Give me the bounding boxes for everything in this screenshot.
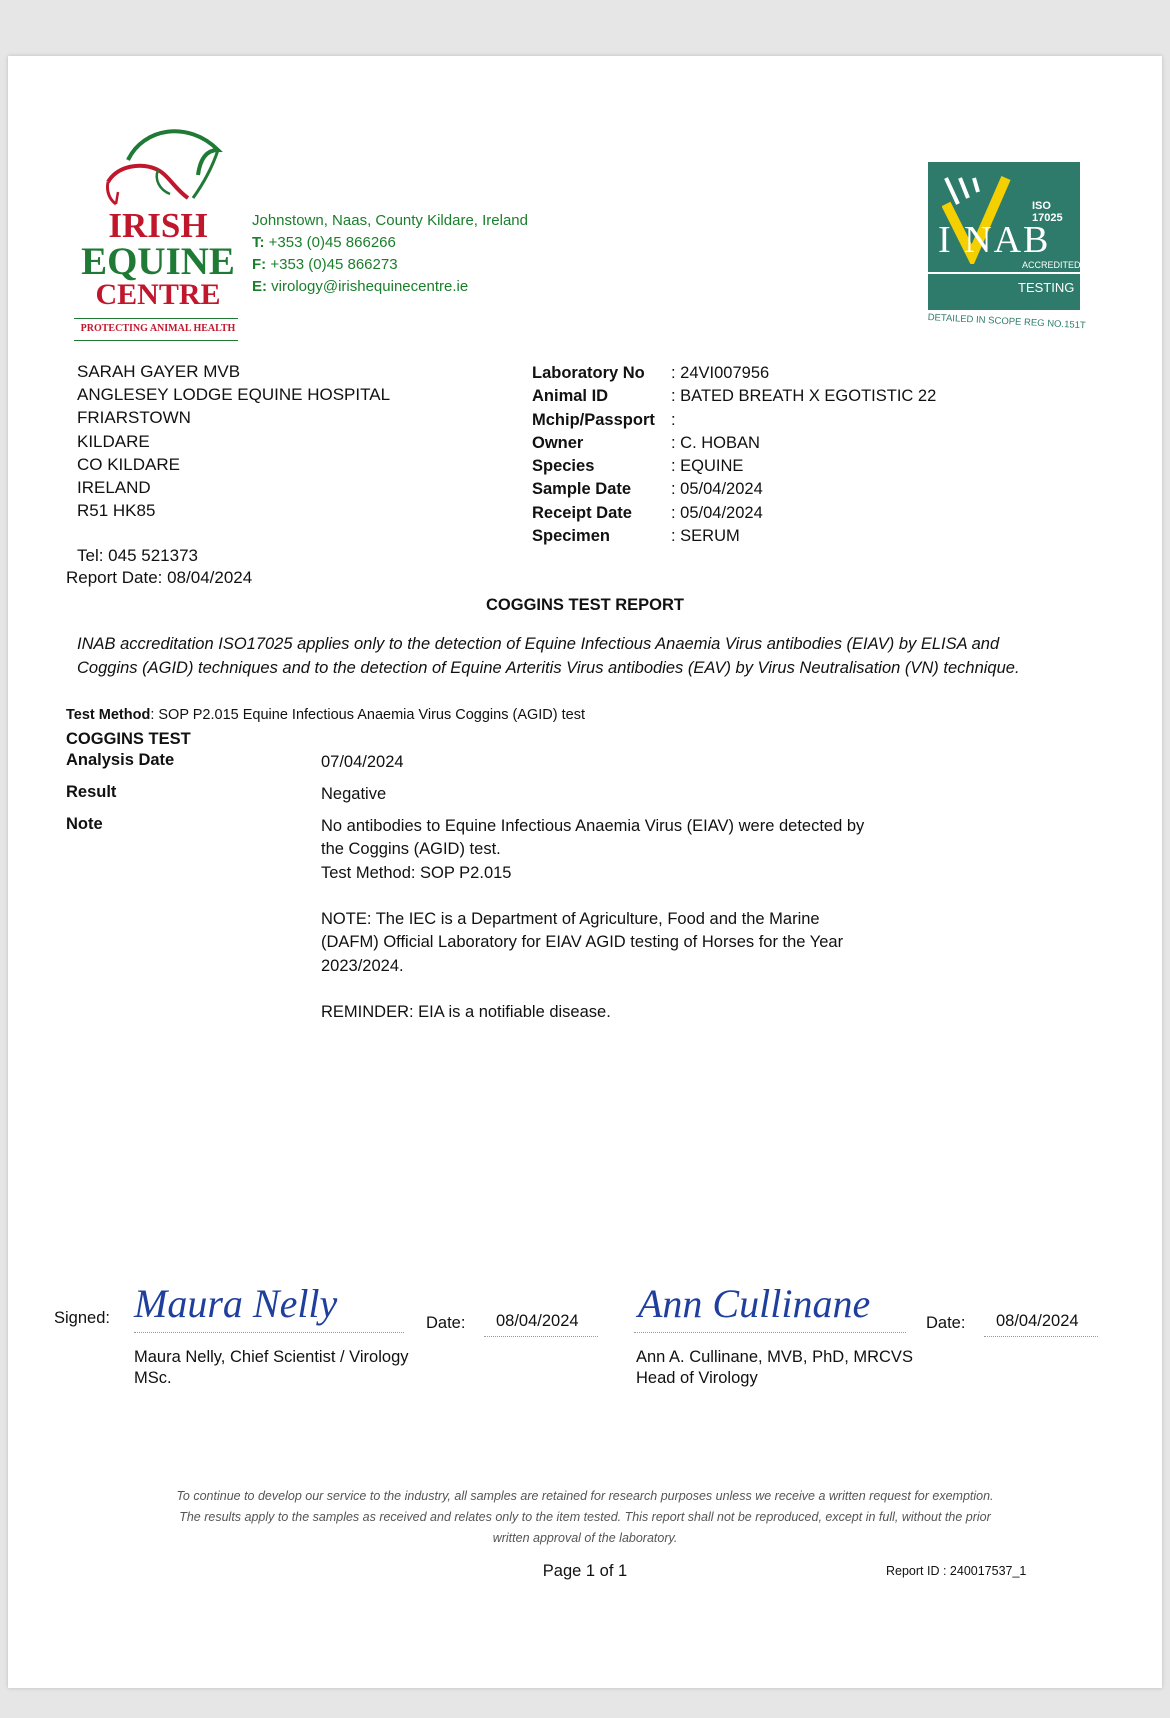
inab-accreditation-badge bbox=[927, 162, 1086, 332]
footer-line: written approval of the laboratory. bbox=[492, 1531, 678, 1545]
inab-scope: DETAILED IN SCOPE REG NO.151T bbox=[927, 312, 1086, 332]
lab-info-label: Mchip/Passport bbox=[532, 410, 655, 429]
date-label-1: Date: bbox=[426, 1314, 466, 1332]
address-line: R51 HK85 bbox=[77, 501, 156, 521]
note-line: No antibodies to Equine Infectious Anaemia Virus (EIAV) were detected by bbox=[321, 817, 865, 835]
contact-block bbox=[252, 210, 528, 298]
lab-info-value: : 05/04/2024 bbox=[671, 480, 763, 499]
signer2-name: Ann A. Cullinane, MVB, PhD, MRCVS bbox=[636, 1348, 913, 1366]
logo-line-centre: CENTRE bbox=[95, 278, 221, 311]
lab-info-row bbox=[532, 525, 936, 548]
date-value-1: 08/04/2024 bbox=[496, 1312, 579, 1330]
inab-accredited: ACCREDITED bbox=[1022, 260, 1081, 270]
lab-info-value: : 24VI007956 bbox=[671, 364, 770, 382]
signer1-block bbox=[134, 1347, 409, 1389]
tel-line: Tel: 045 521373 bbox=[77, 546, 198, 565]
footer-line: The results apply to the samples as received and relates only to the item tested. This report shall not be reproduced, except in full, without the prior bbox=[179, 1510, 991, 1524]
address-line: SARAH GAYER MVB bbox=[77, 362, 241, 381]
signed-label: Signed: bbox=[54, 1309, 110, 1327]
lab-info-value: : SERUM bbox=[671, 527, 740, 546]
lab-info-label: Sample Date bbox=[532, 480, 632, 499]
result-label: Result bbox=[66, 783, 117, 801]
note-text bbox=[321, 815, 881, 1048]
lab-info-block bbox=[532, 362, 936, 548]
address-line: FRIARSTOWN bbox=[77, 408, 191, 428]
logo-line-equine: EQUINE bbox=[81, 240, 235, 283]
inab-testing: TESTING bbox=[1018, 280, 1075, 295]
footer-line: To continue to develop our service to the industry, all samples are retained for research purposes unless we receive a written request for exemption. bbox=[176, 1489, 994, 1503]
date-value-2: 08/04/2024 bbox=[996, 1312, 1079, 1330]
phone-value: +353 (0)45 866266 bbox=[268, 234, 396, 251]
lab-info-label: Animal ID bbox=[532, 387, 609, 406]
test-method-value: : SOP P2.015 Equine Infectious Anaemia Virus Coggins (AGID) test bbox=[150, 707, 586, 723]
date-line-2 bbox=[984, 1336, 1098, 1337]
address-line: KILDARE bbox=[77, 431, 150, 451]
contact-address: Johnstown, Naas, County Kildare, Ireland bbox=[252, 212, 528, 229]
lab-info-row bbox=[532, 409, 936, 432]
lab-info-label: Species bbox=[532, 457, 595, 476]
lab-info-value: : 05/04/2024 bbox=[671, 503, 763, 522]
logo-line-irish: IRISH bbox=[108, 206, 208, 245]
note-line: Test Method: SOP P2.015 bbox=[321, 863, 512, 882]
lab-info-label: Specimen bbox=[532, 527, 610, 546]
inab-divider bbox=[928, 272, 1080, 274]
footer-disclaimer bbox=[8, 1486, 1162, 1549]
lab-info-row bbox=[532, 385, 936, 408]
report-id: Report ID : 240017537_1 bbox=[886, 1564, 1027, 1578]
fax-value: +353 (0)45 866273 bbox=[270, 256, 398, 273]
date-line-1 bbox=[484, 1336, 598, 1337]
logo-tagline: PROTECTING ANIMAL HEALTH bbox=[80, 323, 236, 334]
fax-label: F: bbox=[252, 256, 267, 273]
analysis-date-value: 07/04/2024 bbox=[321, 753, 404, 771]
note-line: the Coggins (AGID) test. bbox=[321, 840, 501, 859]
note-label: Note bbox=[66, 815, 103, 833]
report-title: COGGINS TEST REPORT bbox=[485, 596, 685, 614]
signer2-block bbox=[636, 1347, 913, 1389]
section-heading: COGGINS TEST bbox=[66, 730, 191, 748]
signer2-title: Head of Virology bbox=[636, 1369, 758, 1387]
page-number: Page 1 of 1 bbox=[542, 1562, 628, 1580]
logo-divider-bottom bbox=[74, 340, 238, 341]
note-dafm: NOTE: The IEC is a Department of Agriculture, Food and the Marine (DAFM) Official Laboratory for EIAV AGID testing of Horses for the Year 2023/2024. bbox=[321, 910, 844, 975]
report-date: Report Date: 08/04/2024 bbox=[66, 568, 253, 587]
signature-line-1 bbox=[134, 1332, 404, 1333]
test-method-label: Test Method bbox=[66, 707, 151, 723]
date-label-2: Date: bbox=[926, 1314, 966, 1332]
inab-name: I NAB bbox=[938, 219, 1051, 261]
analysis-date-label: Analysis Date bbox=[66, 751, 175, 769]
email-value[interactable]: virology@irishequinecentre.ie bbox=[271, 278, 469, 295]
irish-equine-centre-logo bbox=[68, 120, 248, 400]
signature-line-2 bbox=[634, 1332, 906, 1333]
lab-info-label: Laboratory No bbox=[532, 364, 645, 382]
lab-info-value: : EQUINE bbox=[671, 457, 744, 476]
address-line: CO KILDARE bbox=[77, 454, 180, 474]
email-label: E: bbox=[252, 278, 267, 295]
logo-divider bbox=[74, 318, 238, 319]
lab-info-value: : bbox=[671, 410, 676, 429]
lab-info-row bbox=[532, 502, 936, 525]
signer1-name: Maura Nelly, Chief Scientist / Virology bbox=[134, 1348, 409, 1366]
lab-info-row bbox=[532, 362, 936, 385]
lab-info-label: Receipt Date bbox=[532, 503, 632, 522]
inab-iso: ISO 17025 bbox=[1032, 200, 1063, 224]
report-page bbox=[8, 56, 1162, 1688]
lab-info-row bbox=[532, 455, 936, 478]
accreditation-disclaimer: INAB accreditation ISO17025 applies only to the detection of Equine Infectious Anaemia Virus antibodies (EIAV) by ELISA and Coggins (AGID) techniques and to the detection of Equine Arteritis Virus antibodies (EAV) by Virus Neutralisation (VN) technique. bbox=[77, 635, 1020, 677]
lab-info-row bbox=[532, 478, 936, 501]
lab-info-value: : BATED BREATH X EGOTISTIC 22 bbox=[671, 387, 937, 406]
horse-head-logo-icon bbox=[88, 120, 238, 220]
address-line: IRELAND bbox=[77, 478, 151, 498]
lab-info-row bbox=[532, 432, 936, 455]
addressee-block bbox=[77, 360, 390, 522]
signer1-credential: MSc. bbox=[134, 1369, 172, 1387]
signature-cullinane: Ann Cullinane bbox=[638, 1281, 871, 1326]
test-method-line bbox=[66, 707, 585, 723]
note-reminder: REMINDER: EIA is a notifiable disease. bbox=[321, 1003, 611, 1022]
lab-info-value: : C. HOBAN bbox=[671, 433, 760, 452]
phone-label: T: bbox=[252, 234, 265, 251]
address-line: ANGLESEY LODGE EQUINE HOSPITAL bbox=[77, 385, 391, 405]
signature-nelly: Maura Nelly bbox=[134, 1281, 338, 1326]
result-value: Negative bbox=[321, 785, 387, 803]
lab-info-label: Owner bbox=[532, 433, 584, 452]
